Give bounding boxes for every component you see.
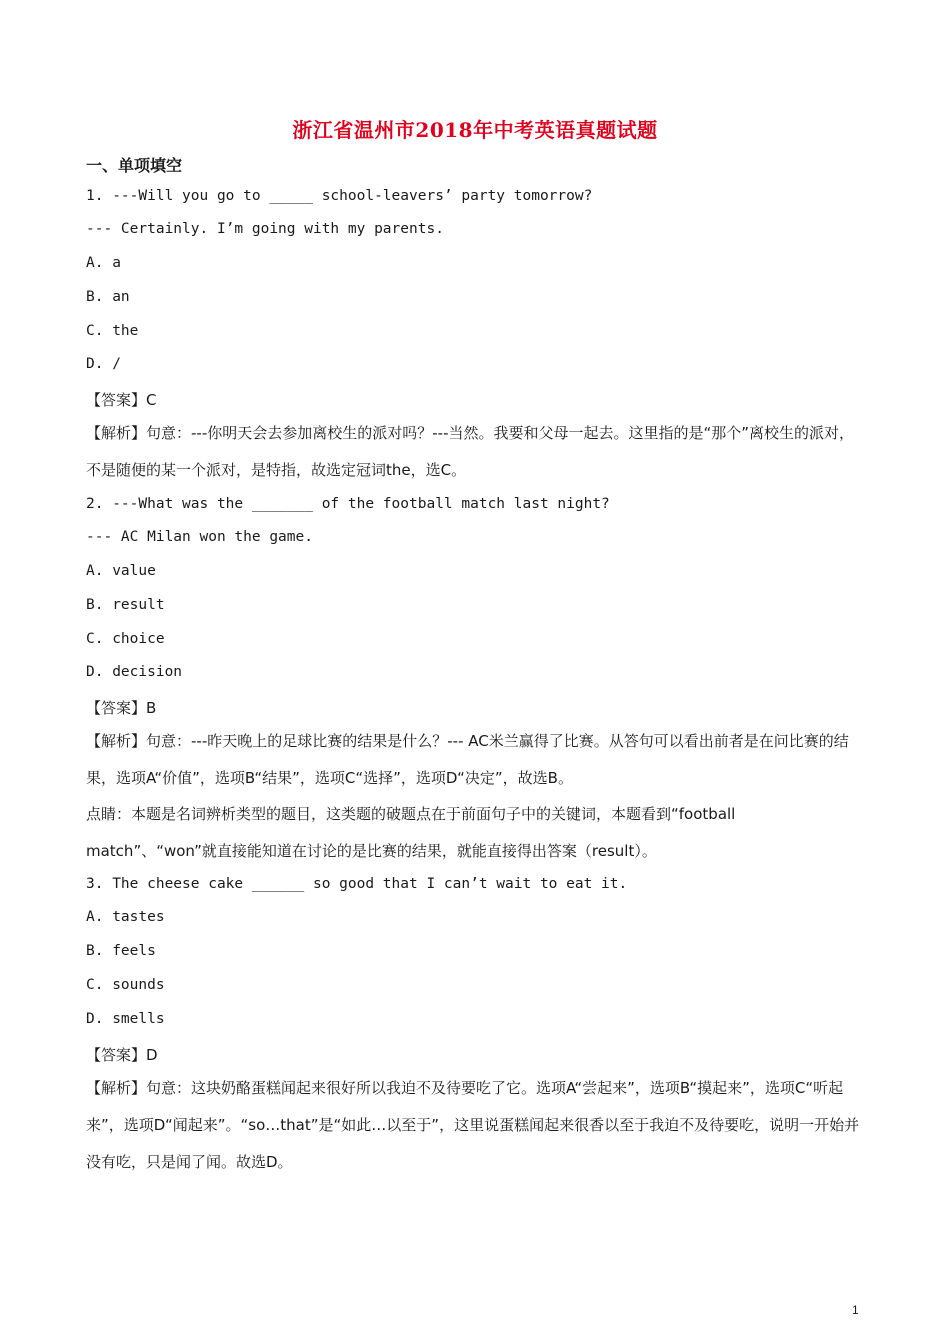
question-1-option-d: D. /: [86, 356, 121, 372]
question-1-stem: 1. ---Will you go to _____ school-leavers’ party tomorrow?: [86, 188, 593, 204]
page-title: 浙江省温州市2018年中考英语真题试题: [292, 118, 658, 142]
question-2-analysis: 【解析】句意：---昨天晚上的足球比赛的结果是什么？--- AC米兰赢得了比赛。从答句可以看出前者是在问比赛的结果，选项A“价值”，选项B“结果”，选项C“选择”，选项D“决定”，故选B。: [86, 732, 849, 787]
section-heading: 一、单项填空: [86, 156, 183, 175]
question-2-note: 点睛：本题是名词辨析类型的题目，这类题的破题点在于前面句子中的关键词，本题看到“football match”、“won”就直接能知道在讨论的是比赛的结果，就能直接得出答案（result）。: [86, 805, 736, 860]
question-2-option-d: D. decision: [86, 664, 183, 680]
question-3-option-a: A. tastes: [86, 909, 165, 925]
question-3-analysis: 【解析】句意：这块奶酪蛋糕闻起来很好所以我迫不及待要吃了它。选项A“尝起来”，选项B“摸起来”，选项C“听起来”，选项D“闻起来”。“so…that”是“如此…以至于”，这里说蛋糕闻起来很香以至于我迫不及待要吃，说明一开始并没有吃，只是闻了闻。故选D。: [86, 1079, 860, 1171]
page-number: 1: [852, 1303, 859, 1317]
question-2-answer: 【答案】B: [86, 699, 157, 717]
question-2-option-a: A. value: [86, 563, 156, 579]
question-3-option-c: C. sounds: [86, 977, 165, 993]
question-2-stem: 2. ---What was the _______ of the football match last night?: [86, 496, 610, 512]
question-3-answer: 【答案】D: [86, 1046, 158, 1064]
question-1-option-b: B. an: [86, 289, 130, 305]
question-3-stem: 3. The cheese cake ______ so good that I can’t wait to eat it.: [86, 876, 628, 892]
question-1-answer: 【答案】C: [86, 391, 157, 409]
question-3-option-b: B. feels: [86, 943, 156, 959]
question-1-option-c: C. the: [86, 323, 139, 339]
question-2-option-b: B. result: [86, 597, 165, 613]
question-2-reply: --- AC Milan won the game.: [86, 529, 313, 545]
question-2-option-c: C. choice: [86, 631, 165, 647]
question-1-reply: --- Certainly. I’m going with my parents.: [86, 221, 444, 237]
question-1-option-a: A. a: [86, 255, 121, 271]
question-1-analysis: 【解析】句意：---你明天会去参加离校生的派对吗？---当然。我要和父母一起去。这里指的是“那个”离校生的派对，不是随便的某一个派对，是特指，故选定冠词the，选C。: [86, 424, 855, 479]
question-3-option-d: D. smells: [86, 1011, 165, 1027]
